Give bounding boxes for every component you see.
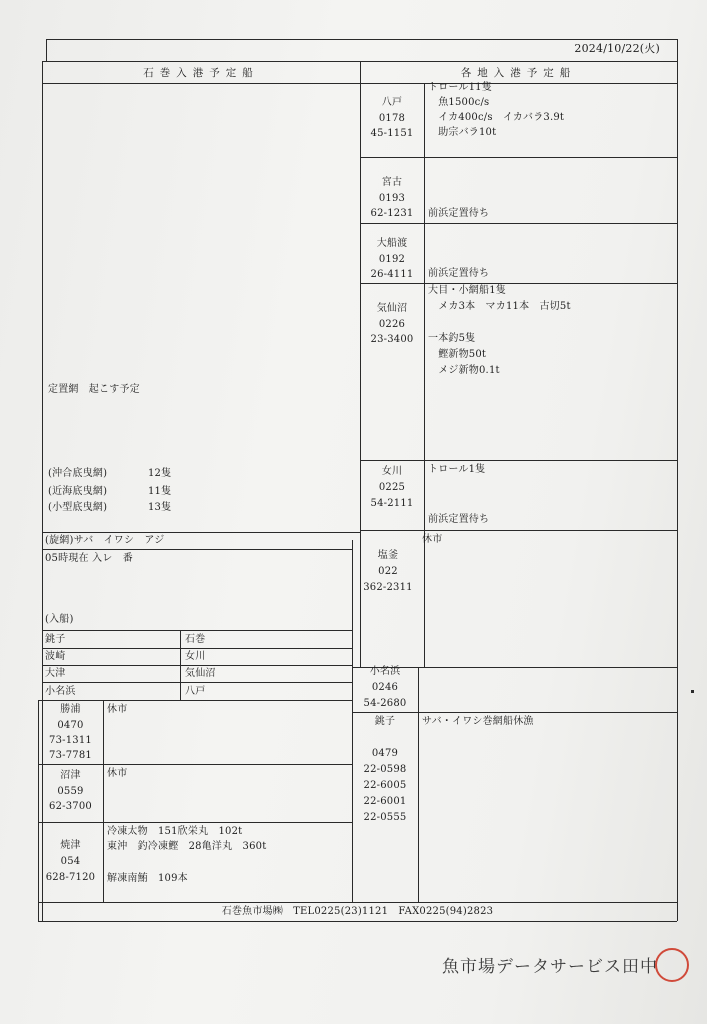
- port-note: 冷凍太物 151欣栄丸 102t: [107, 826, 243, 837]
- ports-grid-cell: 波崎: [45, 651, 66, 662]
- punch-mark: [691, 690, 694, 693]
- frame-top-right: [677, 39, 678, 61]
- port-tel: 0246: [371, 682, 399, 693]
- port-tel: 362-2311: [363, 582, 413, 593]
- port-tel: 73-1311: [49, 735, 92, 746]
- port-tel: 054: [60, 856, 81, 867]
- row-onahama-bottom: [352, 712, 677, 713]
- port-tel: 26-4111: [370, 269, 414, 280]
- left-makiami-bottom: [42, 549, 352, 550]
- port-note: 前浜定置待ち: [428, 268, 490, 279]
- port-tel: 0192: [378, 254, 406, 265]
- port-tel: 73-7781: [49, 750, 92, 761]
- trawl-count-3: 13隻: [148, 502, 172, 513]
- port-tel: 62-3700: [49, 801, 92, 812]
- ports-grid-cell: 大津: [45, 668, 66, 679]
- port-note: トロール1隻: [428, 464, 486, 475]
- row-hachinohe-bottom: [360, 157, 677, 158]
- left-katsuura-bottom: [38, 764, 352, 765]
- port-name-yaizu: 焼津: [60, 840, 81, 851]
- status-line: 05時現在 入レ 番: [45, 553, 133, 564]
- port-name-ofunato: 大船渡: [376, 238, 408, 249]
- port-tel: 54-2111: [370, 498, 414, 509]
- port-note: メジ新物0.1t: [428, 365, 500, 376]
- port-tel: 62-1231: [370, 208, 414, 219]
- port-tel: 022: [378, 566, 398, 577]
- port-note: 解凍南鮪 109本: [107, 873, 188, 884]
- ports-grid-bottom: [38, 700, 352, 701]
- port-name-katsuura: 勝浦: [60, 704, 81, 715]
- frame-right: [677, 61, 678, 921]
- port-tel: 0470: [57, 720, 84, 731]
- port-note: サバ・イワシ巻網船休漁: [422, 716, 534, 727]
- port-tel: 22-0598: [363, 764, 407, 775]
- ports-grid-cell: 女川: [185, 651, 206, 662]
- port-note: メカ3本 マカ11本 古切5t: [428, 301, 571, 312]
- ports-grid-cell: 銚子: [45, 634, 66, 645]
- port-name-choshi: 銚子: [374, 716, 396, 727]
- ports-grid-cell: 小名浜: [45, 686, 76, 697]
- frame-bottom: [38, 921, 677, 922]
- frame-top: [46, 39, 677, 40]
- left-numazu-bottom: [38, 822, 352, 823]
- makiami-line: (旋網)サバ イワシ アジ: [45, 535, 165, 546]
- port-note: 大目・小網船1隻: [428, 285, 506, 296]
- trawl-name-1: (沖合底曳網): [48, 468, 108, 479]
- port-tel: 628-7120: [45, 872, 96, 883]
- red-seal-stamp: [655, 948, 689, 982]
- ports-grid-cell: 気仙沼: [185, 668, 216, 679]
- port-note: 魚1500c/s: [428, 97, 490, 108]
- port-note: 東沖 釣冷凍鰹 28亀洋丸 360t: [107, 841, 267, 852]
- port-tel: 0193: [378, 193, 406, 204]
- arrival-title: (入船): [45, 614, 74, 625]
- trawl-name-2: (近海底曳網): [48, 486, 108, 497]
- port-name-onagawa: 女川: [381, 466, 403, 477]
- port-tel: 0178: [378, 113, 406, 124]
- port-tel: 0479: [371, 748, 399, 759]
- trawl-name-3: (小型底曳網): [48, 502, 108, 513]
- trawl-count-2: 11隻: [148, 486, 172, 497]
- port-note: 助宗バラ10t: [428, 127, 497, 138]
- right-section-title: 各地入港予定船: [460, 67, 577, 79]
- row-ofunato-bottom: [360, 283, 677, 284]
- ports-grid-divider: [180, 630, 181, 700]
- port-note: 前浜定置待ち: [428, 514, 490, 525]
- frame-top-left: [46, 39, 47, 61]
- port-tel: 0559: [57, 786, 84, 797]
- ports-grid-line1: [42, 648, 352, 649]
- row-kesennuma-bottom: [360, 460, 677, 461]
- port-note: 休市: [107, 768, 128, 779]
- ports-grid-line3: [42, 682, 352, 683]
- port-note: 休市: [107, 704, 128, 715]
- port-name-miyako: 宮古: [381, 177, 403, 188]
- port-tel: 22-0555: [363, 812, 407, 823]
- right-inner-col: [424, 83, 425, 667]
- port-name-kesennuma: 気仙沼: [376, 303, 408, 314]
- port-tel: 22-6005: [363, 780, 407, 791]
- footer-contact: 石巻魚市場㈱ TEL0225(23)1121 FAX0225(94)2823: [221, 906, 494, 917]
- left-ports-col: [103, 700, 104, 902]
- ports-grid-cell: 石巻: [185, 634, 206, 645]
- port-tel: 23-3400: [370, 334, 414, 345]
- port-name-shiogama: 塩釜: [377, 550, 399, 561]
- port-note: 休市: [422, 534, 443, 545]
- port-note: 一本釣5隻: [428, 333, 476, 344]
- trawl-count-1: 12隻: [148, 468, 172, 479]
- ports-grid-cell: 八戸: [185, 686, 206, 697]
- row-miyako-bottom: [360, 223, 677, 224]
- footer-top-line: [38, 902, 677, 903]
- left-section-title: 石巻入港予定船: [143, 67, 259, 79]
- port-tel: 0226: [378, 319, 406, 330]
- port-tel: 54-2680: [363, 698, 407, 709]
- port-note: 前浜定置待ち: [428, 208, 490, 219]
- setchi-note: 定置網 起こす予定: [48, 384, 140, 395]
- right-inner-col-lower: [418, 667, 419, 902]
- port-tel: 22-6001: [363, 796, 407, 807]
- ports-grid-top: [42, 630, 352, 631]
- row-onagawa-bottom: [360, 530, 677, 531]
- ports-grid-line2: [42, 665, 352, 666]
- port-note: イカ400c/s イカバラ3.9t: [428, 112, 565, 123]
- port-name-numazu: 沼津: [60, 770, 81, 781]
- port-note: 鰹新物50t: [428, 349, 487, 360]
- port-tel: 0225: [378, 482, 406, 493]
- report-date: 2024/10/22(火): [574, 42, 660, 55]
- port-name-hachinohe: 八戸: [381, 97, 403, 108]
- port-name-onahama: 小名浜: [369, 666, 401, 677]
- left-trawl-bottom: [42, 532, 360, 533]
- handwritten-signature: 魚市場データサービス田中: [442, 957, 658, 977]
- port-note: トロール11隻: [428, 82, 492, 93]
- port-tel: 45-1151: [370, 128, 414, 139]
